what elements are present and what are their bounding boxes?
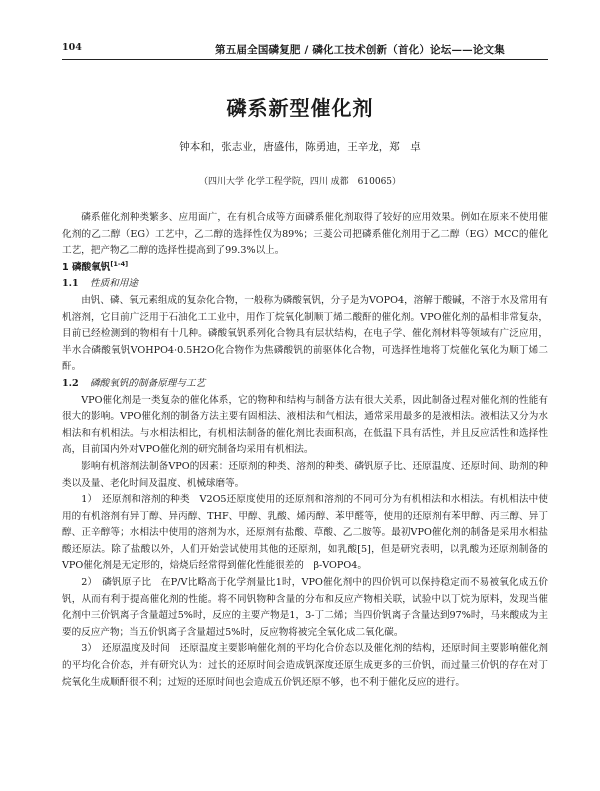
section-1-2-title: 磷酸氧钒的制备原理与工艺 [90, 377, 206, 389]
paragraph-item-3: 3） 还原温度及时间 还原温度主要影响催化剂的平均化合价态以及催化剂的结构，还原时间主要影响催化剂的平均化合价态，并有研究认为：过长的还原时间会造成钒深度还原生成更多的三价钒，而过量三价钒的存在对丁烷氧化生成顺酐很不利；过短的还原时间也会造成五价钒还原不够，也不利于催化反应的进行。 [62, 643, 548, 688]
paragraph-1-1: 由钒、磷、氧元素组成的复杂化合物，一般称为磷酸氧钒，分子是为VOPO4，溶解于酸碱，不溶于水及常用有机溶剂，它目前广泛用于石油化工工业中，用作丁烷氧化制顺丁烯二酸酐的催化剂。VPO催化剂的晶相非常复杂，目前已经检测到的物相有十几种。磷酸氧钒系列化合物具有层状结构，在电子学、催化剂材料等领域有广泛应用，半水合磷酸氧钒VOHPO4·0.5H2O化合物作为焦磷酸钒的前驱体化合物，可选择性地将丁烷催化氧化为顺丁烯二酐。 [62, 294, 548, 373]
section-1-1-title: 性质和用途 [90, 278, 139, 290]
body-text [62, 210, 548, 691]
section-1-1-number: 1.1 [62, 278, 79, 290]
section-1-heading [62, 260, 548, 277]
affiliation: （四川大学 化学工程学院，四川 成都 610065） [198, 177, 402, 187]
paragraph-1-2b: 影响有机溶剂法制备VPO的因素：还原剂的种类、溶剂的种类、磷钒原子比、还原温度、还原时间、助剂的种类以及量、老化时间及温度、机械球磨等。 [62, 460, 548, 489]
journal-title: 第五届全国磷复肥 / 磷化工技术创新（首化）论坛——论文集 [215, 44, 505, 56]
paper-title: 磷系新型催化剂 [226, 96, 374, 120]
section-1-number: 1 [62, 261, 69, 273]
section-1-ref: [1-4] [110, 259, 129, 268]
section-1-title: 磷酸氧钒 [72, 261, 111, 273]
running-header [62, 42, 548, 60]
section-1-2-number: 1.2 [62, 377, 79, 389]
page-number: 104 [62, 42, 82, 53]
paragraph-item-2: 2） 磷钒原子比 在P/V比略高于化学剂量比1时，VPO催化剂中的四价钒可以保持稳定而不易被氧化成五价钒，从而有利于提高催化剂的性能。将不同钒物种含量的分布和反应产物相关联，试验中以丁烷为原料，发现当催化剂中三价钒离子含量超过5%时，反应的主要产物是1，3-丁二烯；当四价钒离子含量达到97%时，马来酸成为主要的反应产物；当五价钒离子含量超过5%时，反应物将被完全氧化成二氧化碳。 [62, 577, 548, 638]
intro-paragraph: 磷系催化剂种类繁多、应用面广，在有机合成等方面磷系催化剂取得了较好的应用效果。例如在原来不使用催化剂的乙二醇（EG）工艺中，乙二醇的选择性仅为89%；三菱公司把磷系催化剂用于乙二醇（EG）MCC的催化工艺，把产物乙二醇的选择性提高到了99.3%以上。 [62, 212, 548, 257]
paragraph-item-1: 1） 还原剂和溶剂的种类 V2O5还原度使用的还原剂和溶剂的不同可分为有机相法和水相法。有机相法中使用的有机溶剂有异丁醇、异丙醇、THF、甲醇、乳酸、烯丙醇、苯甲醛等，使用的还原剂有苯甲醇、丙三醇、异丁醇、正辛醇等；水相法中使用的溶剂为水，还原剂有盐酸、草酸、乙二胺等。最初VPO催化剂的制备是采用水相盐酸还原法。除了盐酸以外，人们开始尝试使用其他的还原剂，如乳酸[5]，但是研究表明，以乳酸为还原剂制备的VPO催化剂是无定形的，焙烧后经常得到催化性能很差的 β-VOPO4。 [62, 494, 548, 572]
paragraph-1-2a: VPO催化剂是一类复杂的催化体系，它的物种和结构与制备方法有很大关系，因此制备过程对催化剂的性能有很大的影响。VPO催化剂的制备方法主要有固相法、液相法和气相法，通常采用最多的是液相法。液相法又分为水相法和有机相法。与水相法相比，有机相法制备的催化剂比表面积高，在低温下具有活性，并且反应活性和选择性高，目前国内外对VPO催化剂的研究制备均采用有机相法。 [62, 394, 548, 456]
section-1-1-heading [62, 276, 548, 293]
author-list: 钟本和，张志业，唐盛伟，陈勇迪，王辛龙，郑 卓 [179, 141, 421, 153]
section-1-2-heading [62, 376, 548, 393]
